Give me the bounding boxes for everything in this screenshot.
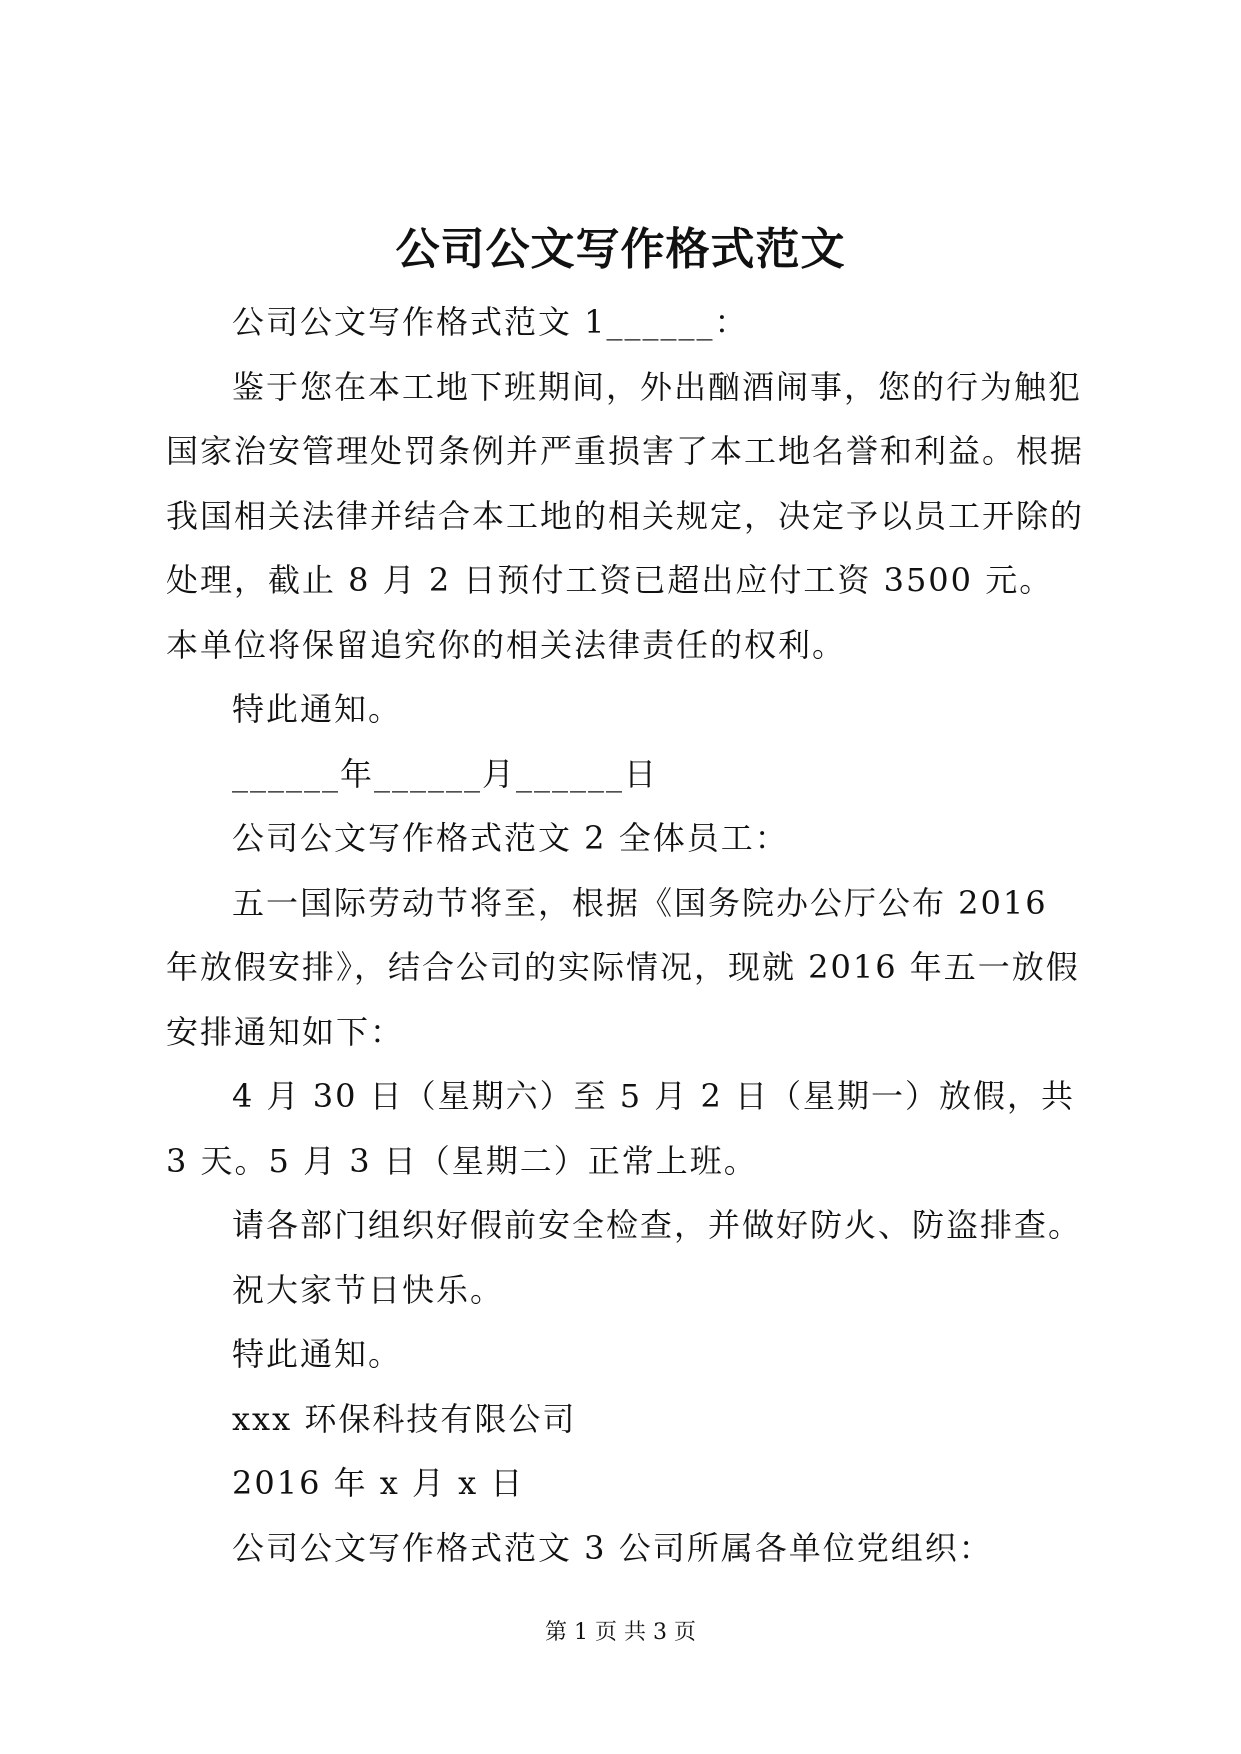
document-title: 公司公文写作格式范文: [395, 224, 846, 275]
paragraph-closing-1: 特此通知。: [232, 690, 403, 728]
paragraph-signature-date: 2016 年 x 月 x 日: [232, 1464, 525, 1502]
paragraph-greeting: 祝大家节日快乐。: [232, 1270, 505, 1309]
paragraph-heading-2: 公司公文写作格式范文 2 全体员工：: [232, 819, 789, 857]
paragraph-safety-check: 请各部门组织好假前安全检查，并做好防火、防盗排查。: [232, 1206, 1083, 1244]
paragraph-holiday-intro: 五一国际劳动节将至，根据《国务院办公厅公布 2016 年放假安排》，结合公司的实际情况，现就 2016 年五一放假安排通知如下：: [166, 883, 1080, 1051]
page-footer: 第 1 页 共 3 页: [545, 1620, 696, 1645]
paragraph-heading-3: 公司公文写作格式范文 3 公司所属各单位党组织：: [232, 1528, 993, 1567]
paragraph-holiday-dates: 4 月 30 日（星期六）至 5 月 2 日（星期一）放假，共 3 天。5 月 3 日（星期二）正常上班。: [166, 1077, 1088, 1180]
paragraph-company-signature: xxx 环保科技有限公司: [232, 1399, 577, 1438]
paragraph-closing-2: 特此通知。: [232, 1335, 403, 1373]
paragraph-date-blank: ______年______月______日: [232, 754, 659, 793]
paragraph-heading-1: 公司公文写作格式范文 1______：: [232, 303, 749, 341]
document-body: [166, 290, 1086, 1580]
paragraph-notice-body: 鉴于您在本工地下班期间，外出酗酒闹事，您的行为触犯国家治安管理处罚条例并严重损害了本工地名誉和利益。根据我国相关法律并结合本工地的相关规定，决定予以员工开除的处理，截止 8 月 2 日预付工资已超出应付工资 3500 元。本单位将保留追究你的相关法律责任的权利。: [166, 367, 1085, 664]
